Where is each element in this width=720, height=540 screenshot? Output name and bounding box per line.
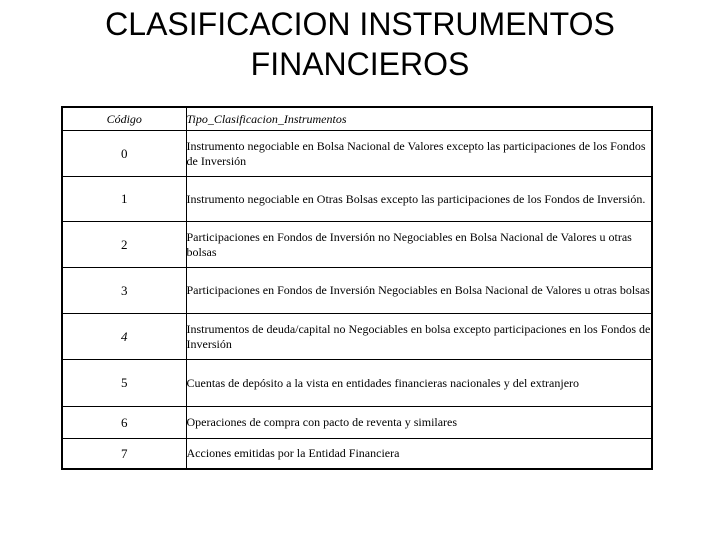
table-row <box>62 131 652 177</box>
page-title-line-1: CLASIFICACION INSTRUMENTOS <box>105 6 615 42</box>
page-title <box>0 4 720 84</box>
row-code: 5 <box>62 360 186 407</box>
row-code: 3 <box>62 268 186 314</box>
row-description: Instrumento negociable en Bolsa Nacional de Valores excepto las participaciones de los Fondos de Inversión <box>186 131 652 177</box>
classification-table <box>61 106 653 470</box>
row-description: Instrumentos de deuda/capital no Negociables en bolsa excepto participaciones en los Fondos de Inversión <box>186 314 652 360</box>
table-row <box>62 407 652 439</box>
row-code: 4 <box>62 314 186 360</box>
page-title-line-2: FINANCIEROS <box>250 46 470 82</box>
table-row <box>62 222 652 268</box>
row-description: Acciones emitidas por la Entidad Financiera <box>186 439 652 470</box>
header-code: Código <box>62 107 186 131</box>
row-code: 2 <box>62 222 186 268</box>
row-description: Participaciones en Fondos de Inversión Negociables en Bolsa Nacional de Valores u otras bolsas <box>186 268 652 314</box>
table-row <box>62 177 652 222</box>
row-code: 1 <box>62 177 186 222</box>
row-description: Instrumento negociable en Otras Bolsas excepto las participaciones de los Fondos de Inversión. <box>186 177 652 222</box>
header-type: Tipo_Clasificacion_Instrumentos <box>186 107 652 131</box>
row-code: 7 <box>62 439 186 470</box>
table-row <box>62 360 652 407</box>
table-header-row <box>62 107 652 131</box>
row-description: Participaciones en Fondos de Inversión no Negociables en Bolsa Nacional de Valores u otras bolsas <box>186 222 652 268</box>
row-code: 0 <box>62 131 186 177</box>
table-row <box>62 268 652 314</box>
table-row <box>62 314 652 360</box>
row-code: 6 <box>62 407 186 439</box>
row-description: Operaciones de compra con pacto de reventa y similares <box>186 407 652 439</box>
table-row <box>62 439 652 470</box>
row-description: Cuentas de depósito a la vista en entidades financieras nacionales y del extranjero <box>186 360 652 407</box>
